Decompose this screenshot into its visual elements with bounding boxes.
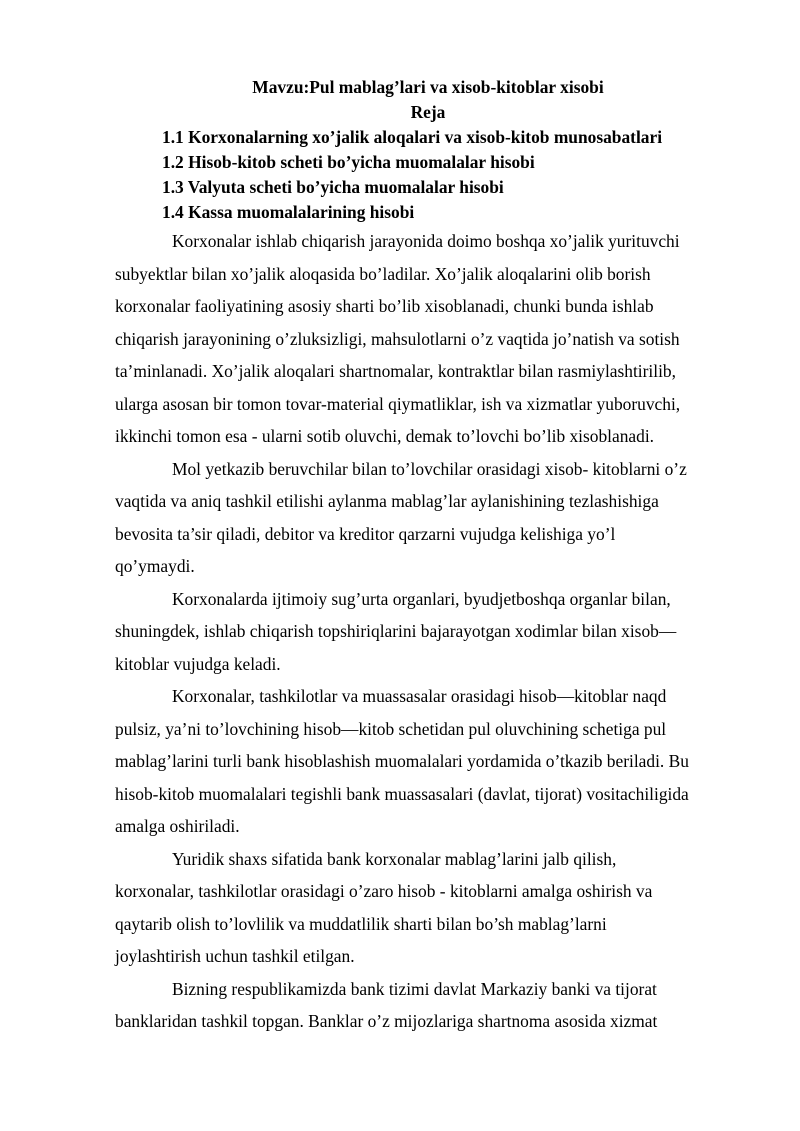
text-line: amalga oshiriladi. <box>115 816 240 836</box>
plan-list <box>162 125 662 225</box>
text-line: Korxonalarda ijtimoiy sug’urta organlari, byudjetboshqa organlar bilan, <box>172 588 671 609</box>
text-line: korxonalar, tashkilotlar orasidagi o’zaro hisob - kitoblarni amalga oshirish va <box>115 881 653 901</box>
paragraph <box>115 843 755 973</box>
paragraph <box>115 680 755 843</box>
plan-item: 1.4 Kassa muomalalarining hisobi <box>162 202 415 222</box>
document-title: Mavzu:Pul mablag’lari va xisob-kitoblar xisobi <box>252 77 604 97</box>
text-line: shuningdek, ishlab chiqarish topshiriqlarini bajarayotgan xodimlar bilan xisob— <box>115 621 677 641</box>
text-line: Mol yetkazib beruvchilar bilan to’lovchilar orasidagi xisob- kitoblarni o’z <box>172 458 687 479</box>
text-line: pulsiz, ya’ni to’lovchining hisob—kitob schetidan pul oluvchining schetiga pul <box>115 718 667 739</box>
text-line: subyektlar bilan xo’jalik aloqasida bo’ladilar. Xo’jalik aloqalarini olib borish <box>115 263 651 284</box>
text-line: vaqtida va aniq tashkil etilishi aylanma mablag’lar aylanishining tezlashishiga <box>115 491 659 511</box>
paragraph <box>115 973 755 1038</box>
text-line: joylashtirish uchun tashkil etilgan. <box>115 946 355 966</box>
text-line: Korxonalar ishlab chiqarish jarayonida doimo boshqa xo’jalik yurituvchi <box>172 231 680 251</box>
plan-item: 1.2 Hisob-kitob scheti bo’yicha muomalalar hisobi <box>162 152 535 172</box>
text-line: ikkinchi tomon esa - ularni sotib oluvchi, demak to’lovchi bo’lib xisoblanadi. <box>115 426 655 446</box>
text-line: bevosita ta’sir qiladi, debitor va kreditor qarzarni vujudga kelishiga yo’l <box>115 523 616 544</box>
text-line: Yuridik shaxs sifatida bank korxonalar mablag’larini jalb qilish, <box>172 848 617 869</box>
plan-heading: Reja <box>410 102 446 122</box>
paragraph <box>115 583 755 681</box>
text-line: mablag’larini turli bank hisoblashish muomalalari yordamida o’tkazib beriladi. Bu <box>115 751 689 771</box>
text-line: ularga asosan bir tomon tovar-material qiymatliklar, ish va xizmatlar yuboruvchi, <box>115 393 681 414</box>
text-line: banklaridan tashkil topgan. Banklar o’z mijozlariga shartnoma asosida xizmat <box>115 1011 658 1031</box>
document-body <box>115 225 755 1038</box>
text-line: kitoblar vujudga keladi. <box>115 653 281 674</box>
paragraph <box>115 225 755 453</box>
plan-item: 1.1 Korxonalarning xo’jalik aloqalari va xisob-kitob munosabatlari <box>162 127 663 147</box>
text-line: qaytarib olish to’lovlilik va muddatlilik sharti bilan bo’sh mablag’larni <box>115 913 607 934</box>
text-line: Korxonalar, tashkilotlar va muassasalar orasidagi hisob—kitoblar naqd <box>172 686 667 706</box>
text-line: chiqarish jarayonining o’zluksizligi, mahsulotlarni o’z vaqtida jo’natish va sotish <box>115 328 680 349</box>
text-line: qo’ymaydi. <box>115 556 195 576</box>
text-line: hisob-kitob muomalalari tegishli bank muassasalari (davlat, tijorat) vositachiligida <box>115 783 689 804</box>
text-line: Bizning respublikamizda bank tizimi davlat Markaziy banki va tijorat <box>172 978 657 999</box>
paragraph <box>115 453 755 583</box>
plan-item: 1.3 Valyuta scheti bo’yicha muomalalar hisobi <box>162 177 504 197</box>
text-line: korxonalar faoliyatining asosiy sharti bo’lib xisoblanadi, chunki bunda ishlab <box>115 296 654 316</box>
text-line: ta’minlanadi. Xo’jalik aloqalari shartnomalar, kontraktlar bilan rasmiylashtirilib, <box>115 361 676 381</box>
